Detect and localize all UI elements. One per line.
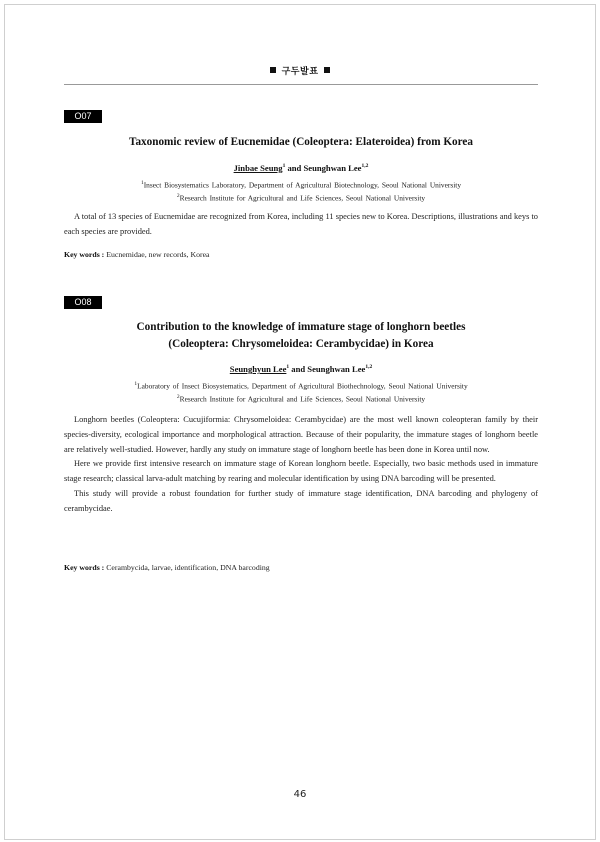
keywords-text: Cerambycida, larvae, identification, DNA barcoding bbox=[106, 563, 270, 572]
author-line bbox=[64, 364, 538, 374]
coauthor-affiliation-mark: 1,2 bbox=[361, 163, 369, 170]
title-line: (Coleoptera: Chrysomeloidea: Cerambycidae) in Korea bbox=[168, 338, 434, 350]
title-line: Taxonomic review of Eucnemidae (Coleoptera: Elateroidea) from Korea bbox=[129, 136, 473, 148]
header-rule bbox=[64, 84, 538, 85]
abstract-title bbox=[64, 134, 538, 151]
square-bullet-icon bbox=[324, 67, 330, 73]
author-line bbox=[64, 163, 538, 173]
title-line: Contribution to the knowledge of immature stage of longhorn beetles bbox=[136, 321, 466, 333]
affiliation-line bbox=[64, 379, 538, 392]
header-title: 구두발표 bbox=[281, 67, 319, 77]
body-paragraph: A total of 13 species of Eucnemidae are recognized from Korea, including 11 species new to Korea. Descriptions, illustrations and keys to each species are provided. bbox=[64, 212, 538, 236]
affiliation-line bbox=[64, 191, 538, 204]
affiliations bbox=[64, 178, 538, 204]
coauthor-name: Seunghwan Lee bbox=[307, 364, 366, 374]
abstract-id-badge: O08 bbox=[64, 296, 102, 309]
affiliation-mark: 2 bbox=[176, 393, 180, 400]
abstract-title bbox=[64, 319, 538, 353]
affiliation-mark: 1 bbox=[140, 180, 144, 186]
affiliation-text: Insect Biosystematics Laboratory, Department of Agricultural Biotechnology, Seoul National University bbox=[143, 180, 462, 190]
presenter-name: Seunghyun Lee bbox=[229, 364, 287, 374]
affiliation-line bbox=[64, 178, 538, 191]
page-number: 46 bbox=[293, 789, 307, 800]
affiliation-mark: 1 bbox=[134, 381, 138, 387]
presenter-affiliation-mark: 1 bbox=[286, 364, 290, 371]
running-header bbox=[0, 64, 600, 77]
author-connector: and bbox=[285, 163, 304, 173]
square-bullet-icon bbox=[270, 67, 276, 73]
keywords-text: Eucnemidae, new records, Korea bbox=[106, 250, 210, 259]
body-paragraph: Longhorn beetles (Coleoptera: Cucujiformia: Chrysomeloidea: Cerambycidae) are the most well known coleopteran family by their species-diversity, ecological importance and morphological attraction. Because of their popularity, the immature stages of longhorn beetle are relatively well-studied. However, hardly any study on immature stage of longhorn beetle has been done in Korea until now. bbox=[64, 415, 538, 454]
coauthor-affiliation-mark: 1,2 bbox=[365, 364, 373, 371]
presenter-name: Jinbae Seung bbox=[233, 163, 283, 173]
body-paragraph: This study will provide a robust foundation for further study of immature stage identification, DNA barcoding and phylogeny of cerambycidae. bbox=[64, 488, 538, 513]
affiliation-mark: 2 bbox=[176, 192, 180, 199]
affiliation-line bbox=[64, 392, 538, 405]
author-connector: and bbox=[289, 364, 308, 374]
abstract-body bbox=[64, 210, 538, 240]
affiliations bbox=[64, 379, 538, 405]
abstract-body bbox=[64, 413, 538, 517]
body-paragraph: Here we provide first intensive research on immature stage of Korean longhorn beetle. Especially, two basic methods used in immature stage research; classical larva-adult matching by rearing and molecular identification by using DNA barcoding will be presented. bbox=[64, 459, 538, 484]
presenter-affiliation-mark: 1 bbox=[282, 163, 286, 170]
affiliation-text: Research Institute for Agricultural and Life Sciences, Seoul National University bbox=[179, 193, 426, 203]
keywords-label: Key words : bbox=[64, 563, 105, 572]
abstract-id-badge: O07 bbox=[64, 110, 102, 123]
affiliation-text: Research Institute for Agricultural and Life Sciences, Seoul National University bbox=[179, 394, 426, 404]
coauthor-name: Seunghwan Lee bbox=[303, 163, 362, 173]
keywords bbox=[64, 250, 538, 259]
keywords-label: Key words : bbox=[64, 250, 105, 259]
keywords bbox=[64, 563, 538, 572]
affiliation-text: Laboratory of Insect Biosystematics, Department of Agricultural Biothechnology, Seoul National University bbox=[137, 381, 468, 391]
